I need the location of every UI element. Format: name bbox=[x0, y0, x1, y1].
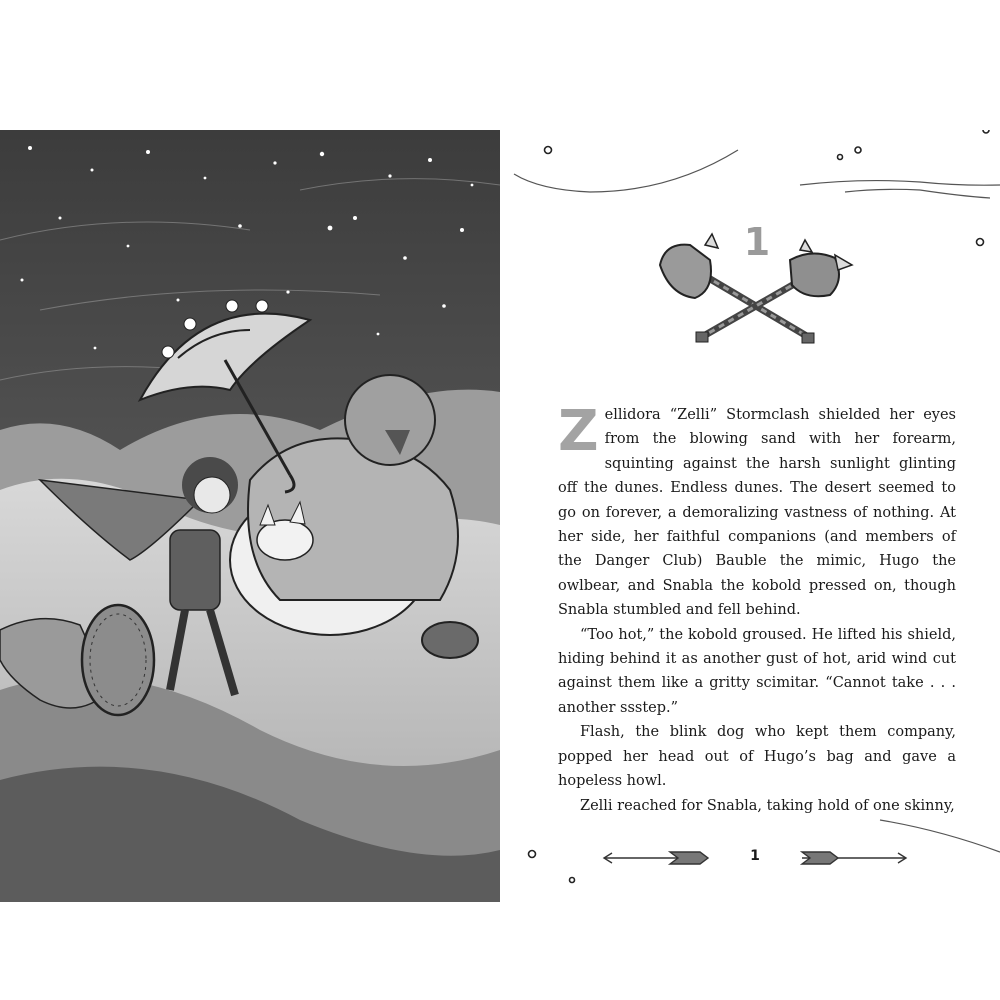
paragraph-1 bbox=[558, 399, 956, 623]
paragraph-1-text: ellidora “Zelli” Stormclash shielded her eyes from the blowing sand with her forearm, squinting against the harsh sunlight glinting off the dunes. Endless dunes. The desert seemed to go on forever, a demoralizing vastness of nothing. At her side, her faithful companions (and members of the Danger Club) Bauble the mimic, Hugo the owlbear, and Snabla the kobold pressed on, though Snabla stumbled and fell behind. bbox=[558, 407, 956, 619]
story-text bbox=[558, 399, 956, 818]
wind-swirl-lines bbox=[514, 150, 1000, 198]
drop-cap: Z bbox=[558, 399, 599, 464]
chapter-illustration bbox=[0, 130, 500, 902]
paragraph-4: Zelli reached for Snabla, taking hold of one skinny, bbox=[580, 797, 955, 814]
page-number: 1 bbox=[750, 848, 760, 864]
paragraph-3: Flash, the blink dog who kept them company, popped her head out of Hugo’s bag and gave a hopeless howl. bbox=[558, 724, 956, 790]
paragraph-2: “Too hot,” the kobold groused. He lifted his shield, hiding behind it as another gust of hot, arid wind cut against them like a gritty scimitar. “Cannot take . . . another ssstep.” bbox=[558, 626, 956, 716]
chapter-number: 1 bbox=[743, 220, 771, 264]
arrow-right-icon bbox=[802, 852, 906, 864]
text-page bbox=[500, 130, 1000, 902]
arrow-left-icon bbox=[604, 852, 708, 864]
